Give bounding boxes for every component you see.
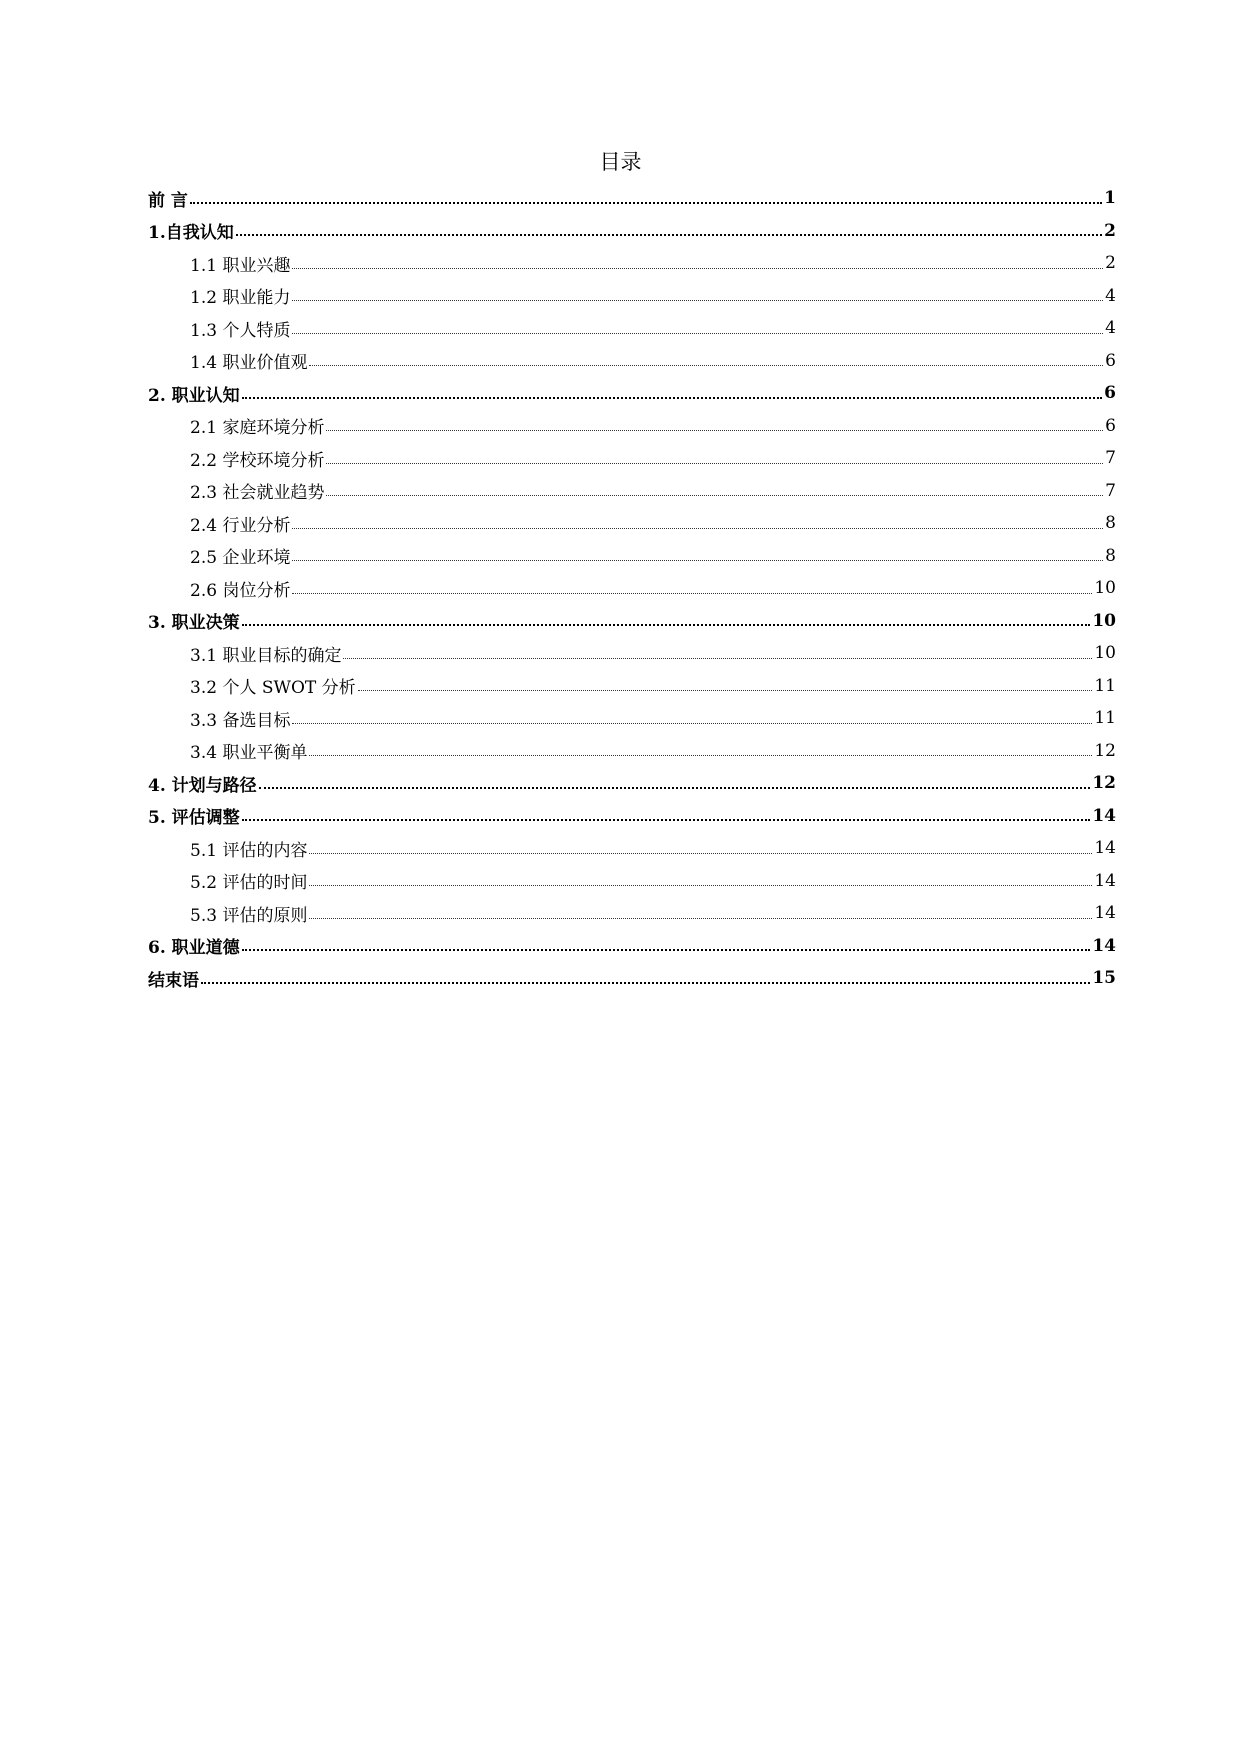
toc-entry-section[interactable] (148, 280, 1116, 313)
toc-entry-page-number: 7 (1105, 480, 1116, 501)
toc-entry-page-number: 6 (1105, 415, 1116, 436)
toc-entry-page-number: 8 (1105, 545, 1116, 566)
toc-dot-leader (358, 689, 1093, 691)
toc-dot-leader (326, 462, 1103, 464)
toc-entry-text: 2.1 家庭环境分析 (190, 418, 325, 439)
toc-entry-section[interactable] (148, 442, 1116, 475)
toc-entry-text: 2.2 学校环境分析 (190, 450, 325, 471)
toc-entry-section[interactable] (148, 312, 1116, 345)
toc-dot-leader (292, 722, 1092, 724)
toc-entry-page-number: 15 (1092, 968, 1116, 989)
table-of-contents (148, 182, 1116, 995)
toc-dot-leader (343, 657, 1092, 659)
toc-entry-page-number: 4 (1105, 285, 1116, 306)
toc-entry-text: 3.2 个人 SWOT 分析 (190, 678, 356, 699)
toc-entry-text: 3.4 职业平衡单 (190, 743, 308, 764)
toc-entry-section[interactable] (148, 345, 1116, 378)
toc-entry-section[interactable] (148, 475, 1116, 508)
toc-dot-leader (292, 332, 1103, 334)
toc-dot-leader (259, 786, 1091, 789)
toc-dot-leader (201, 981, 1090, 984)
toc-entry-text: 1.3 个人特质 (190, 320, 291, 341)
toc-dot-leader (326, 494, 1103, 496)
toc-entry-text: 4. 计划与路径 (148, 775, 257, 796)
toc-entry-text: 前 言 (148, 190, 188, 211)
toc-dot-leader (309, 884, 1092, 886)
toc-dot-leader (190, 201, 1102, 204)
toc-entry-section[interactable] (148, 865, 1116, 898)
toc-entry-text: 5.1 评估的内容 (190, 840, 308, 861)
toc-dot-leader (242, 818, 1091, 821)
toc-entry-page-number: 4 (1105, 318, 1116, 339)
toc-entry-page-number: 12 (1094, 740, 1116, 761)
toc-entry-chapter[interactable] (148, 215, 1116, 248)
toc-entry-page-number: 7 (1105, 448, 1116, 469)
toc-entry-chapter[interactable] (148, 605, 1116, 638)
toc-entry-text: 2. 职业认知 (148, 385, 240, 406)
toc-entry-text: 6. 职业道德 (148, 938, 240, 959)
toc-dot-leader (326, 429, 1103, 431)
toc-entry-chapter[interactable] (148, 800, 1116, 833)
toc-dot-leader (292, 559, 1103, 561)
toc-entry-page-number: 10 (1092, 610, 1116, 631)
toc-entry-page-number: 6 (1105, 350, 1116, 371)
toc-entry-chapter[interactable] (148, 182, 1116, 215)
toc-entry-section[interactable] (148, 247, 1116, 280)
toc-entry-section[interactable] (148, 897, 1116, 930)
toc-entry-text: 1.4 职业价值观 (190, 353, 308, 374)
toc-dot-leader (309, 917, 1092, 919)
toc-entry-text: 1.1 职业兴趣 (190, 255, 291, 276)
toc-entry-page-number: 8 (1105, 513, 1116, 534)
toc-dot-leader (292, 299, 1103, 301)
toc-entry-chapter[interactable] (148, 962, 1116, 995)
toc-entry-page-number: 2 (1104, 220, 1116, 241)
toc-entry-page-number: 14 (1094, 838, 1116, 859)
toc-entry-page-number: 12 (1092, 773, 1116, 794)
toc-entry-text: 3.1 职业目标的确定 (190, 645, 342, 666)
toc-dot-leader (242, 396, 1102, 399)
toc-entry-text: 2.5 企业环境 (190, 548, 291, 569)
toc-dot-leader (309, 852, 1092, 854)
toc-entry-text: 2.3 社会就业趋势 (190, 483, 325, 504)
toc-entry-section[interactable] (148, 540, 1116, 573)
toc-entry-page-number: 14 (1094, 870, 1116, 891)
toc-dot-leader (292, 527, 1103, 529)
toc-entry-section[interactable] (148, 637, 1116, 670)
toc-entry-section[interactable] (148, 832, 1116, 865)
toc-dot-leader (242, 948, 1091, 951)
toc-entry-section[interactable] (148, 410, 1116, 443)
toc-entry-section[interactable] (148, 735, 1116, 768)
toc-entry-section[interactable] (148, 507, 1116, 540)
toc-entry-section[interactable] (148, 670, 1116, 703)
toc-dot-leader (292, 267, 1103, 269)
toc-dot-leader (292, 592, 1092, 594)
toc-title: 目录 (599, 150, 642, 174)
toc-entry-page-number: 14 (1092, 805, 1116, 826)
toc-entry-section[interactable] (148, 702, 1116, 735)
toc-entry-chapter[interactable] (148, 377, 1116, 410)
toc-dot-leader (309, 754, 1092, 756)
toc-dot-leader (242, 623, 1091, 626)
toc-entry-page-number: 10 (1094, 578, 1116, 599)
toc-entry-chapter[interactable] (148, 767, 1116, 800)
toc-dot-leader (236, 233, 1102, 236)
toc-entry-text: 2.4 行业分析 (190, 515, 291, 536)
toc-entry-page-number: 11 (1094, 708, 1116, 729)
toc-entry-page-number: 11 (1094, 675, 1116, 696)
toc-entry-page-number: 2 (1105, 253, 1116, 274)
toc-entry-page-number: 14 (1094, 903, 1116, 924)
toc-entry-page-number: 6 (1104, 383, 1116, 404)
toc-entry-text: 5.2 评估的时间 (190, 873, 308, 894)
toc-entry-page-number: 14 (1092, 935, 1116, 956)
toc-entry-text: 5. 评估调整 (148, 808, 240, 829)
toc-entry-page-number: 10 (1094, 643, 1116, 664)
toc-dot-leader (309, 364, 1103, 366)
toc-entry-section[interactable] (148, 572, 1116, 605)
toc-entry-text: 5.3 评估的原则 (190, 905, 308, 926)
toc-entry-text: 1.自我认知 (148, 223, 234, 244)
toc-entry-text: 结束语 (148, 970, 199, 991)
toc-entry-text: 3. 职业决策 (148, 613, 240, 634)
toc-entry-page-number: 1 (1104, 188, 1116, 209)
toc-entry-text: 1.2 职业能力 (190, 288, 291, 309)
toc-entry-chapter[interactable] (148, 930, 1116, 963)
toc-entry-text: 3.3 备选目标 (190, 710, 291, 731)
toc-entry-text: 2.6 岗位分析 (190, 580, 291, 601)
